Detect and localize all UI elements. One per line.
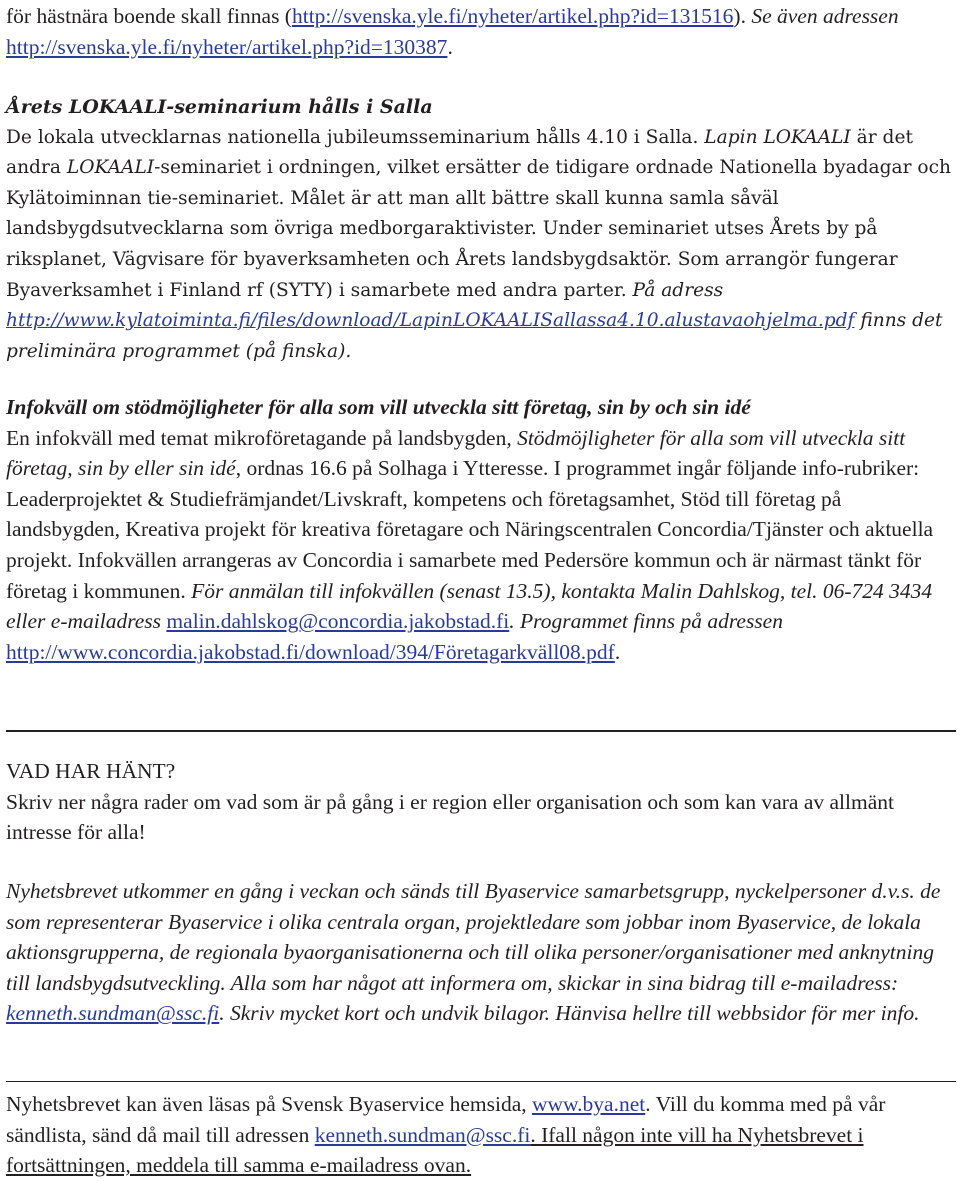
bya-net-link[interactable]: www.bya.net [532,1092,646,1116]
lokaali-title: Årets LOKAALI-seminarium hålls i Salla [6,96,433,118]
yle-link-130387[interactable]: http://svenska.yle.fi/nyheter/artikel.php?id=130387 [6,34,448,59]
infokvall-body: En infokväll med temat mikroföretagande på landsbygden, Stödmöjligheter för alla som vill utveckla sitt företag, sin by eller sin idé, ordnas 16.6 på Solhaga i Ytteresse. I programmet ingår följande info-rubriker: Leaderprojektet & Studiefrämjandet/Livskraft, kompetens och företagsamhet, Stöd till företag på landsbygden, Kreativa projekt för kreativa företagare och Näringscentralen Concordia/Tjänster och aktuella projekt. Infokvällen arrangeras av Concordia i samarbete med Pedersöre kommun och är närmast tänkt för företag i kommunen. För anmälan till infokvällen (senast 13.5), kontakta Malin Dahlskog, tel. 06-724 3434 eller e-mailadress malin.dahlskog@concordia.jakobstad.fi. Programmet finns på adressen http://www.concordia.jakobstad.fi/download/394/Företagarkväll08.pdf. [6,425,934,664]
lokaali-section [6,92,956,367]
infokvall-title: Infokväll om stödmöjligheter för alla som vill utveckla sitt företag, sin by och sin idé [6,395,751,419]
intro-paragraph: för hästnära boende skall finnas (http://svenska.yle.fi/nyheter/artikel.php?id=131516). Se även adressen http://svenska.yle.fi/nyheter/artikel.php?id=130387. [6,4,899,59]
vad-har-hant-section [6,756,956,848]
intro-text: för hästnära boende skall finnas ( [6,4,292,28]
section-divider [6,730,956,732]
yle-link-131516[interactable]: http://svenska.yle.fi/nyheter/artikel.php?id=131516 [291,4,734,28]
vad-text: Skriv ner några rader om vad som är på gång i er region eller organisation och som kan vara av allmänt intresse för alla! [6,789,894,845]
newsletter-info: Nyhetsbrevet utkommer en gång i veckan och sänds till Byaservice samarbetsgrupp, nyckelpersoner d.v.s. de som representerar Byaservice i olika centrala organ, projektledare som jobbar inom Byaservice, de lokala aktionsgrupperna, de regionala byaorganisationerna och till olika personer/organisationer med anknytning till landsbygdsutveckling. Alla som har något att informera om, skickar in sina bidrag till e-mailadress: kenneth.sundman@ssc.fi. Skriv mycket kort och undvik bilagor. Hänvisa hellre till webbsidor för mer info. [6,879,941,1026]
see-also-text: Se även adressen [751,4,899,28]
infokvall-section [6,392,956,667]
lokaali-program-link[interactable]: http://www.kylatoiminta.fi/files/download/LapinLOKAALISallassa4.10.alustavaohjelma.pdf [6,310,855,332]
lokaali-body: De lokala utvecklarnas nationella jubileumsseminarium hålls 4.10 i Salla. Lapin LOKAALI är det andra LOKAALI-seminariet i ordningen, vilket ersätter de tidigare ordnade Nationella byadagar och Kylätoiminnan tie-seminariet. Målet är att man allt bättre skall kunna samla såväl landsbygdsutvecklarna som övriga medborgaraktivister. Under seminariet utses Årets by på riksplanet, Vägvisare för byaverksamheten och Årets landsbygdsaktör. Som arrangör fungerar Byaverksamhet i Finland rf (SYTY) i samarbete med andra parter. På adress http://www.kylatoiminta.fi/files/download/LapinLOKAALISallassa4.10.alustavaohjelma.pdf finns det preliminära programmet (på finska). [6,126,952,362]
footer-email-link[interactable]: kenneth.sundman@ssc.fi [314,1122,531,1147]
vad-title: VAD HAR HÄNT? [6,759,176,783]
concordia-pdf-link[interactable]: http://www.concordia.jakobstad.fi/download/394/Företagarkväll08.pdf [6,639,615,664]
footer: Nyhetsbrevet kan även läsas på Svensk Byaservice hemsida, www.bya.net. Vill du komma med på vår sändlista, sänd då mail till adressen kenneth.sundman@ssc.fi. Ifall någon inte vill ha Nyhetsbrevet i fortsättningen, meddela till samma e-mailadress ovan. [6,1092,886,1178]
footer-divider [6,1081,956,1082]
kenneth-email-link[interactable]: kenneth.sundman@ssc.fi [6,1001,220,1026]
malin-email-link[interactable]: malin.dahlskog@concordia.jakobstad.fi [166,609,510,634]
